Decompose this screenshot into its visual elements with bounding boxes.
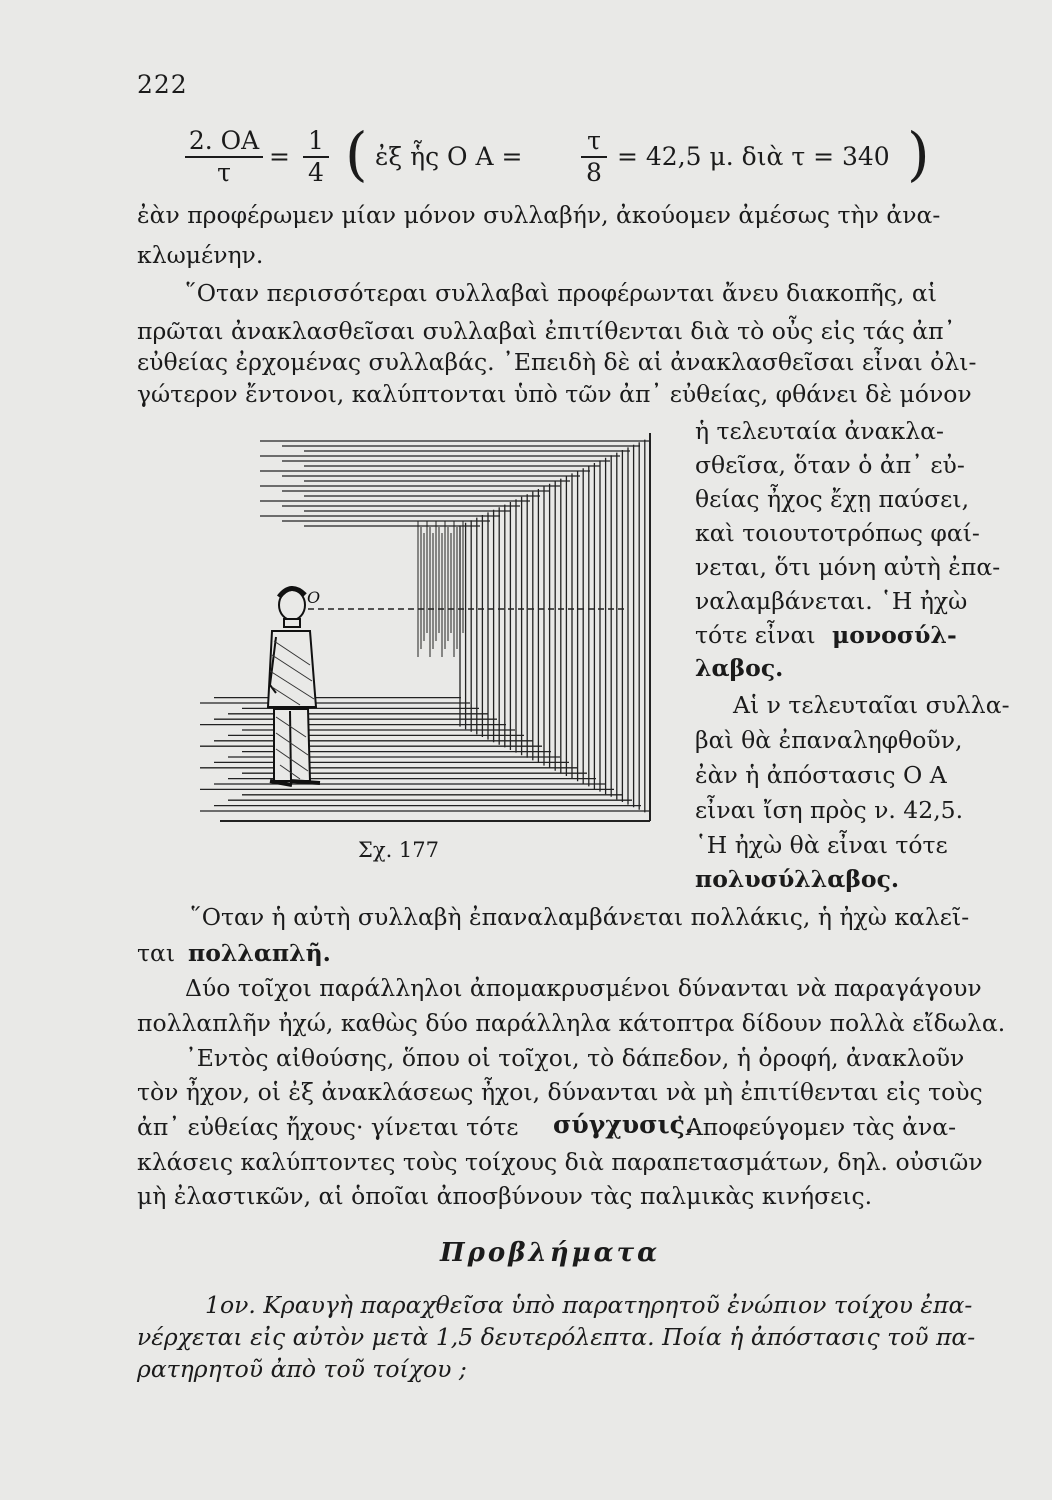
problems-heading: Προβλήματα: [440, 1238, 661, 1268]
text-line: πολλαπλῆν ἠχώ, καθὼς δύο παράλληλα κάτοπτρα δίδουν πολλὰ εἴδωλα.: [137, 1009, 1006, 1037]
fraction-numerator: τ: [581, 128, 607, 158]
text-line: κλωμένην.: [137, 241, 264, 269]
text-line: ᾿Αποφεύγομεν τὰς ἀνα-: [674, 1113, 957, 1141]
fraction-numerator: 2. OA: [185, 128, 263, 158]
fraction-denominator: 8: [586, 158, 602, 187]
term-monosyllabic-end: λαβος.: [695, 654, 784, 682]
formula-suffix: = 42,5 μ. διὰ τ = 340: [617, 142, 890, 171]
term-confusion: σύγχυσις.: [553, 1110, 694, 1139]
problem-line: νέρχεται εἰς αὐτὸν μετὰ 1,5 δευτερόλεπτα. Ποία ἡ ἀπόστασις τοῦ πα-: [137, 1323, 976, 1351]
text-line: Δύο τοῖχοι παράλληλοι ἀπομακρυσμένοι δύνανται νὰ παραγάγουν: [185, 974, 982, 1002]
side-text-line: ἐὰν ἡ ἀπόστασις Ο Α: [695, 761, 947, 789]
side-text-line: ἡ τελευταία ἀνακλα-: [695, 417, 944, 445]
close-parenthesis: ): [907, 120, 930, 188]
text-line: γώτερον ἔντονοι, καλύπτονται ὑπὸ τῶν ἀπ᾽ εὐθείας, φθάνει δὲ μόνον: [137, 380, 972, 408]
side-text-line: Αἱ ν τελευταῖαι συλλα-: [733, 691, 1010, 719]
text-line: ται: [137, 939, 176, 967]
side-text-line: σθεῖσα, ὅταν ὁ ἀπ᾽ εὐ-: [695, 451, 965, 479]
side-text-line: βαὶ θὰ ἐπαναληφθοῦν,: [695, 726, 963, 754]
term-polysyllabic: πολυσύλλαβος.: [695, 865, 900, 893]
problem-line: ρατηρητοῦ ἀπὸ τοῦ τοίχου ;: [137, 1355, 467, 1383]
text-line: ῞Οταν περισσότεραι συλλαβαὶ προφέρωνται ἄνευ διακοπῆς, αἱ: [185, 279, 937, 307]
point-o-label: O: [307, 588, 321, 607]
fraction-numerator: 1: [303, 128, 329, 158]
formula-prefix: ἐξ ἧς O A =: [375, 142, 523, 171]
fraction-one-quarter: [303, 128, 329, 188]
side-text-line: ναλαμβάνεται. ῾Η ἠχὼ: [695, 587, 968, 615]
fraction-denominator: 4: [308, 158, 324, 187]
problem-line: 1ον. Κραυγὴ παραχθεῖσα ὑπὸ παρατηρητοῦ ἐνώπιον τοίχου ἐπα-: [205, 1291, 973, 1319]
formula: [185, 120, 965, 198]
term-monosyllabic: μονοσύλ-: [832, 621, 957, 649]
text-line: ᾿Εντὸς αἰθούσης, ὅπου οἱ τοῖχοι, τὸ δάπεδον, ἡ ὀροφή, ἀνακλοῦν: [185, 1044, 965, 1072]
side-text-line: θείας ἦχος ἔχῃ παύσει,: [695, 485, 970, 513]
echo-figure: [160, 425, 670, 835]
term-multiple-echo: πολλαπλῆ.: [188, 939, 331, 967]
text-line: μὴ ἐλαστικῶν, αἱ ὁποῖαι ἀποσβύνουν τὰς παλμικὰς κινήσεις.: [137, 1182, 873, 1210]
text-line: εὐθείας ἐρχομένας συλλαβάς. ᾿Επειδὴ δὲ αἱ ἀνακλασθεῖσαι εἶναι ὀλι-: [137, 348, 977, 376]
text-line: ῞Οταν ἡ αὐτὴ συλλαβὴ ἐπαναλαμβάνεται πολλάκις, ἡ ἠχὼ καλεῖ-: [190, 903, 970, 931]
figure-caption: Σχ. 177: [358, 838, 440, 862]
text-line: πρῶται ἀνακλασθεῖσαι συλλαβαὶ ἐπιτίθενται διὰ τὸ οὖς εἰς τάς ἀπ᾽: [137, 317, 956, 345]
side-text-line: καὶ τοιουτοτρόπως φαί-: [695, 519, 980, 547]
side-text-line: τότε εἶναι: [695, 621, 816, 649]
side-text-line: εἶναι ἴση πρὸς ν. 42,5.: [695, 796, 964, 824]
open-parenthesis: (: [345, 120, 368, 188]
fraction-tau-over-8: [581, 128, 607, 188]
text-line: ἀπ᾽ εὐθείας ἤχους· γίνεται τότε: [137, 1113, 519, 1141]
equals-sign: =: [269, 142, 290, 171]
text-line: ἐὰν προφέρωμεν μίαν μόνον συλλαβήν, ἀκούομεν ἀμέσως τὴν ἀνα-: [137, 201, 941, 229]
fraction-oa-over-tau: [185, 128, 263, 188]
text-line: τὸν ἦχον, οἱ ἐξ ἀνακλάσεως ἦχοι, δύνανται νὰ μὴ ἐπιτίθενται εἰς τοὺς: [137, 1078, 983, 1106]
side-text-line: νεται, ὅτι μόνη αὐτὴ ἐπα-: [695, 553, 1001, 581]
page-number: 222: [137, 70, 188, 99]
side-text-line: ῾Η ἠχὼ θὰ εἶναι τότε: [695, 831, 948, 859]
text-line: κλάσεις καλύπτοντες τοὺς τοίχους διὰ παραπετασμάτων, δηλ. οὐσιῶν: [137, 1148, 983, 1176]
fraction-denominator: τ: [217, 158, 231, 187]
corridor-hatching: [200, 433, 650, 821]
